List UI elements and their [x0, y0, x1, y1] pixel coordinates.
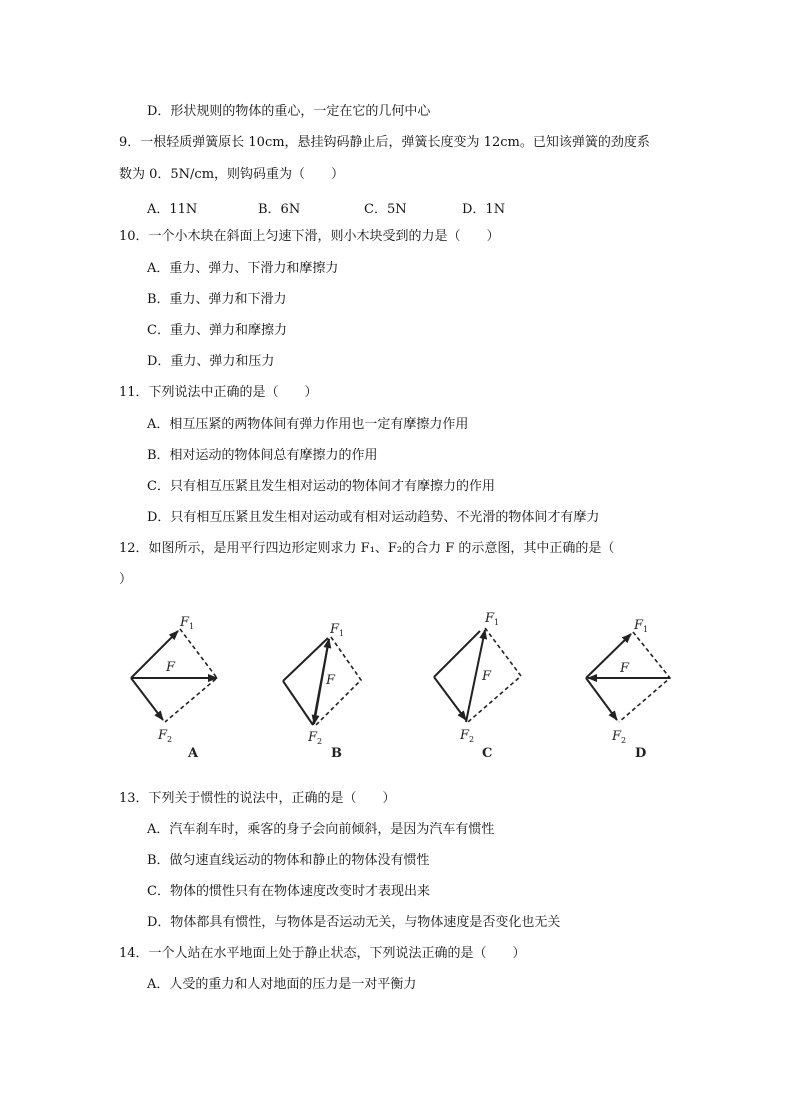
diagram-b-f2-label: $F_2$: [308, 730, 323, 746]
diagram-c-f1-label: $F_1$: [485, 611, 500, 627]
q11-option-d: D．只有相互压紧且发生相对运动或有相对运动趋势、不光滑的物体间才有摩力: [147, 510, 600, 525]
q13-option-c: C．物体的惯性只有在物体速度改变时才表现出来: [147, 884, 430, 899]
diagram-b: [283, 622, 361, 761]
q14-stem: 14．一个人站在水平地面上处于静止状态，下列说法正确的是（ ）: [119, 946, 526, 961]
q11-option-b: B．相对运动的物体间总有摩擦力的作用: [147, 448, 378, 463]
diagram-a: [131, 615, 217, 761]
q11-stem: 11．下列说法中正确的是（ ）: [119, 385, 318, 400]
diagram-d: [586, 618, 670, 761]
diagram-a-f2-label: $F_2$: [158, 728, 173, 744]
diagram-b-f-label: F: [326, 673, 336, 688]
q8-option-d: D．形状规则的物体的重心，一定在它的几何中心: [147, 104, 431, 119]
diagram-a-f1-label: $F_1$: [180, 615, 195, 631]
diagram-b-side-line-2: [283, 638, 328, 681]
diagram-a-f2-arrow: [131, 678, 163, 720]
q10-stem: 10．一个小木块在斜面上匀速下滑，则小木块受到的力是（ ）: [119, 229, 500, 244]
q14-option-a: A．人受的重力和人对地面的压力是一对平衡力: [147, 977, 417, 992]
q11-option-a: A．相互压紧的两物体间有弹力作用也一定有摩擦力作用: [147, 417, 469, 432]
diagram-d-caption: D: [635, 746, 647, 761]
diagram-b-f1-label: $F_1$: [330, 622, 345, 638]
q9-option-b: B．6N: [258, 202, 301, 217]
diagram-a-f-label: F: [166, 660, 176, 675]
diagram-c-caption: C: [482, 746, 493, 761]
q13-stem: 13．下列关于惯性的说法中，正确的是（ ）: [119, 791, 396, 806]
diagram-d-f1-label: $F_1$: [634, 618, 649, 634]
q10-option-a: A．重力、弹力、下滑力和摩擦力: [147, 261, 339, 276]
q13-option-a: A．汽车刹车时，乘客的身子会向前倾斜，是因为汽车有惯性: [147, 822, 495, 837]
q9-option-a: A．11N: [147, 202, 198, 217]
q9-stem-line1: 9．一根轻质弹簧原长 10cm，悬挂钩码静止后，弹簧长度变为 12cm。已知该弹簧的劲度系: [119, 135, 650, 150]
diagram-c: [434, 611, 521, 761]
q9-option-c: C．5N: [364, 202, 407, 217]
diagram-a-caption: A: [188, 746, 199, 761]
q9-option-d: D．1N: [462, 202, 506, 217]
diagram-d-f2-arrow: [586, 678, 617, 720]
diagram-c-f2-arrow: [434, 677, 466, 720]
diagram-c-f-label: F: [482, 669, 492, 684]
diagram-a-dashed-sides: [165, 629, 217, 722]
q10-option-c: C．重力、弹力和摩擦力: [147, 323, 287, 338]
diagram-c-f2-label: $F_2$: [460, 728, 475, 744]
diagram-c-side-line: [434, 631, 480, 677]
diagram-d-f-label: F: [620, 661, 630, 676]
q12-stem-line1: 12．如图所示，是用平行四边形定则求力 F₁、F₂的合力 F 的示意图，其中正确的是（: [119, 541, 615, 556]
diagram-d-f2-label: $F_2$: [612, 729, 627, 745]
q11-option-c: C．只有相互压紧且发生相对运动的物体间才有摩擦力的作用: [147, 479, 495, 494]
q13-option-b: B．做匀速直线运动的物体和静止的物体没有惯性: [147, 853, 430, 868]
q10-option-b: B．重力、弹力和下滑力: [147, 292, 287, 307]
q12-stem-line2: ）: [119, 572, 133, 587]
q13-option-d: D．物体都具有惯性，与物体是否运动无关，与物体速度是否变化也无关: [147, 915, 561, 930]
diagram-b-side-line: [283, 681, 313, 725]
diagram-b-caption: B: [331, 746, 342, 761]
q9-stem-line2: 数为 0．5N/cm，则钩码重为（ ）: [119, 167, 345, 182]
q10-option-d: D．重力、弹力和压力: [147, 354, 275, 369]
